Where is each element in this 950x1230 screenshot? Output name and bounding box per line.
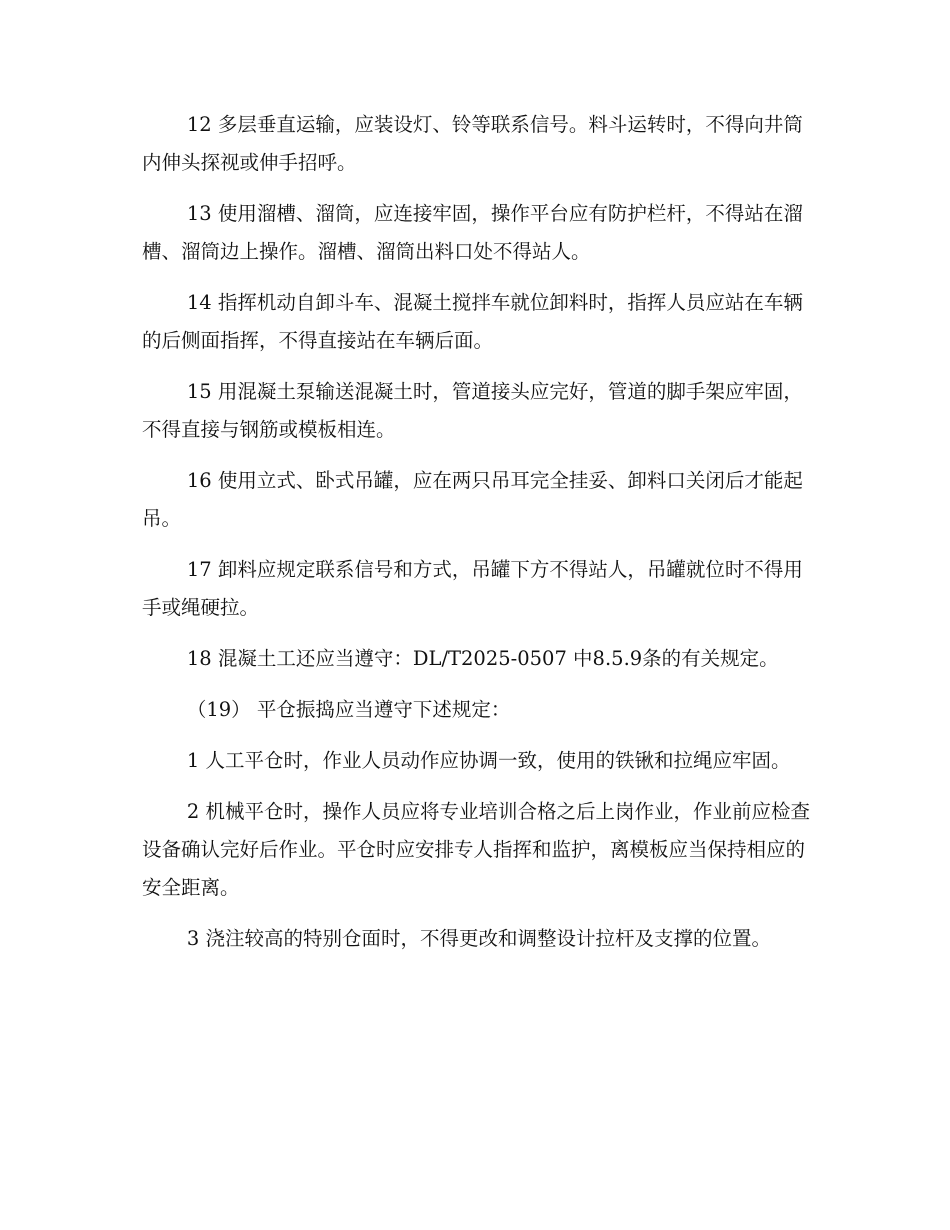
- paragraph-subitem-3: 3 浇注较高的特别仓面时，不得更改和调整设计拉杆及支撑的位置。: [186, 927, 771, 950]
- paragraph-item-14: 14 指挥机动自卸斗车、混凝土搅拌车就位卸料时，指挥人员应站在车辆的后侧面指挥，不得直接站在车辆后面。: [142, 291, 803, 352]
- document-body: [142, 106, 810, 971]
- paragraph-item-16: 16 使用立式、卧式吊罐，应在两只吊耳完全挂妥、卸料口关闭后才能起吊。: [142, 469, 803, 530]
- paragraph-item-13: 13 使用溜槽、溜筒，应连接牢固，操作平台应有防护栏杆，不得站在溜槽、溜筒边上操作。溜槽、溜筒出料口处不得站人。: [142, 202, 803, 263]
- paragraph-item-15: 15 用混凝土泵输送混凝土时，管道接头应完好，管道的脚手架应牢固，不得直接与钢筋或模板相连。: [142, 380, 803, 441]
- paragraph-subitem-1: 1 人工平仓时，作业人员动作应协调一致，使用的铁锹和拉绳应牢固。: [186, 749, 791, 772]
- paragraph-item-18: 18 混凝土工还应当遵守：DL/T2025-0507 中8.5.9条的有关规定。: [186, 647, 779, 670]
- paragraph-subitem-2: 2 机械平仓时，操作人员应将专业培训合格之后上岗作业，作业前应检查设备确认完好后作业。平仓时应安排专人指挥和监护，离模板应当保持相应的安全距离。: [142, 800, 810, 899]
- paragraph-item-17: 17 卸料应规定联系信号和方式，吊罐下方不得站人，吊罐就位时不得用手或绳硬拉。: [142, 558, 803, 619]
- paragraph-item-12: 12 多层垂直运输，应装设灯、铃等联系信号。料斗运转时，不得向井筒内伸头探视或伸手招呼。: [142, 113, 803, 174]
- section-heading-19: （19） 平仓振捣应当遵守下述规定：: [186, 698, 511, 721]
